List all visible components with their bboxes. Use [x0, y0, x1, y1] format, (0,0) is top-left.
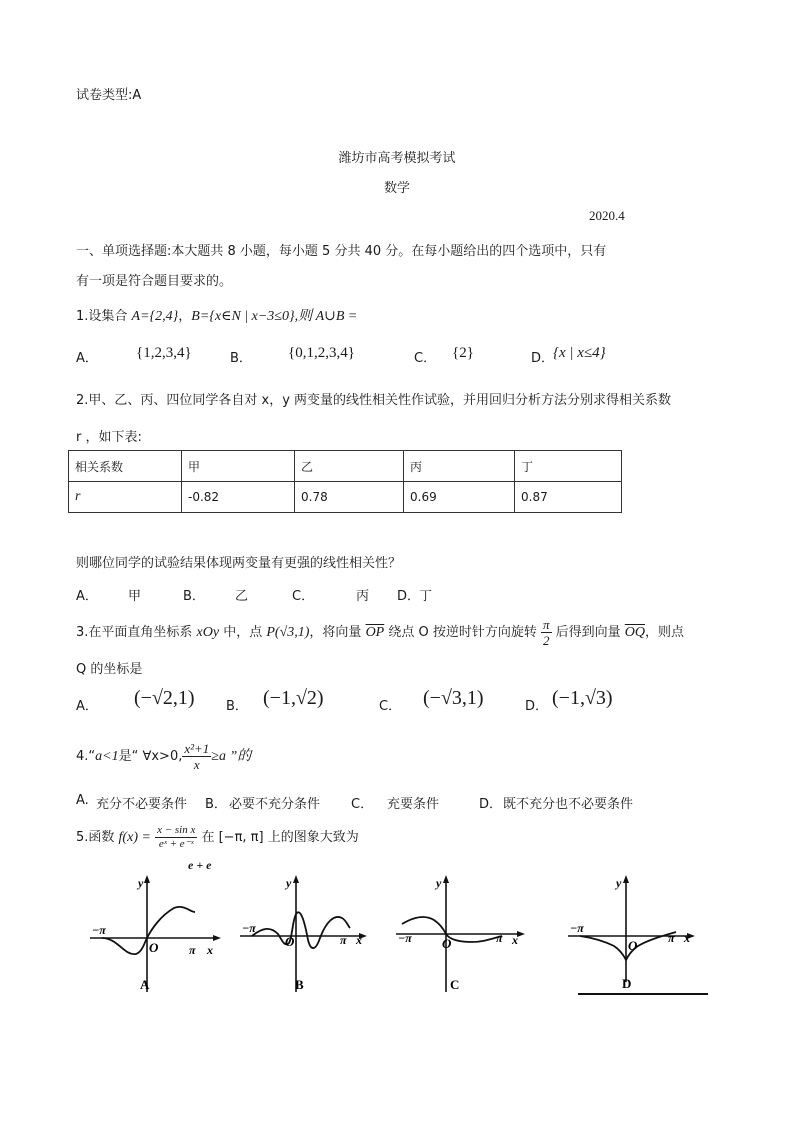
q1-option-c: {2} [452, 345, 474, 361]
fraction-x2-plus-1-over-x: $\frac{\text{x²+1}}{x}$ [184, 741, 210, 772]
svg-text:B: B [295, 977, 304, 992]
question-4-stem: 4.“a<1是“ ∀x>0, $\frac{\text{x²+1}}{x}$ ≥a ”的 [76, 741, 252, 772]
graph-b [238, 872, 378, 996]
graph-c-curve [402, 917, 502, 942]
q2-option-a-label: A． [76, 589, 98, 604]
svg-text:π: π [189, 943, 196, 957]
correlation-table [68, 450, 622, 513]
q3-option-b-label: B． [226, 699, 248, 714]
exam-title: 潍坊市高考模拟考试 [338, 151, 456, 166]
paper-type: 试卷类型:A [76, 88, 142, 103]
svg-text:O: O [442, 936, 452, 951]
table-header-cell: 乙 [295, 451, 404, 482]
q2-option-c-label: C． [292, 589, 315, 604]
function-fraction: $\frac{\text{x − sin x}}{\text{eˣ + e⁻ˣ}}$ [157, 824, 196, 850]
svg-text:y: y [616, 876, 622, 890]
table-header-cell: 相关系数 [69, 451, 182, 482]
rotation-angle: $\frac{\pi}{2}$ [543, 617, 550, 648]
q1-option-c-label: C． [414, 351, 437, 366]
svg-text:O: O [628, 938, 638, 953]
set-b: B={x∈N | x−3≤0} [191, 309, 295, 324]
exam-date: 2020.4 [589, 208, 625, 223]
q3-option-b: (−1,√2) [263, 687, 324, 709]
svg-text:−π: −π [398, 931, 412, 945]
svg-text:A: A [140, 977, 150, 992]
q1-option-a: {1,2,3,4} [136, 345, 192, 361]
q1-option-d-label: D． [531, 351, 555, 366]
table-row [69, 482, 622, 513]
graph-c [394, 872, 534, 996]
q2-option-a: 甲 [128, 589, 142, 604]
question-3-stem-cont: Q 的坐标是 [76, 662, 143, 677]
vector-oq: $\overline{OQ}$ [624, 625, 646, 640]
q1-option-a-label: A． [76, 351, 98, 366]
table-header-row [69, 451, 622, 482]
question-2-stem-cont: r ，如下表: [76, 430, 142, 445]
q1-option-d: {x | x≤4} [553, 345, 606, 361]
q2-option-c: 丙 [356, 589, 370, 604]
graph-d [566, 872, 714, 998]
graph-a [88, 872, 228, 996]
svg-text:−π: −π [92, 923, 106, 937]
svg-text:y: y [436, 876, 442, 890]
ghost-denominator: e + e [188, 858, 212, 872]
question-2-stem: 2.甲、乙、丙、四位同学各自对 x，y 两变量的线性相关性作试验，并用回归分析方法分别求得相关系数 [76, 393, 672, 408]
table-header-cell: 丙 [404, 451, 515, 482]
svg-text:x: x [512, 933, 518, 947]
svg-text:π: π [668, 931, 675, 945]
svg-text:π: π [340, 933, 347, 947]
q2-option-d: 丁 [419, 589, 433, 604]
vector-op: $\overline{OP}$ [365, 625, 385, 640]
svg-text:x: x [356, 933, 362, 947]
q2-option-b: 乙 [235, 589, 249, 604]
q3-option-d: (−1,√3) [552, 687, 613, 709]
section-heading: 一、单项选择题:本大题共 8 小题，每小题 5 分共 40 分。在每小题给出的四个选项中，只有 [76, 244, 607, 259]
svg-text:O: O [149, 940, 159, 955]
q3-option-a-label: A． [76, 699, 98, 714]
table-cell: 0.78 [295, 482, 404, 513]
q3-option-a: (−√2,1) [134, 687, 195, 709]
svg-text:C: C [450, 977, 460, 992]
svg-text:y: y [286, 876, 292, 890]
svg-text:−π: −π [570, 921, 584, 935]
q3-option-c: (−√3,1) [423, 687, 484, 709]
q4-option-b-label: B． [205, 797, 227, 812]
q3-option-c-label: C． [379, 699, 402, 714]
xoy-symbol: xOy [196, 625, 220, 640]
table-header-cell: 丁 [515, 451, 622, 482]
table-cell: 0.87 [515, 482, 622, 513]
svg-text:π: π [496, 931, 503, 945]
q4-option-b: 必要不充分条件 [229, 797, 321, 812]
q3-option-d-label: D． [525, 699, 549, 714]
q4-option-a-label: A. [76, 793, 89, 808]
svg-text:y: y [138, 876, 144, 890]
q4-option-a: 充分不必要条件 [96, 797, 188, 812]
exam-subject: 数学 [383, 181, 410, 196]
q4-option-d: 既不充分也不必要条件 [503, 797, 634, 812]
q4-option-c: 充要条件 [387, 797, 440, 812]
question-5-stem: 5.函数 f(x) = $\frac{\text{x − sin x}}{\text{eˣ + e⁻ˣ}}$ 在 [−π, π] 上的图象大致为 [76, 824, 359, 850]
q2-option-b-label: B． [183, 589, 205, 604]
question-3-stem: 3.在平面直角坐标系 xOy 中，点 P(√3,1)，将向量 $\overline{OP}$ 绕点 O 按逆时针方向旋转 $\frac{\pi}{2}$ 后得到向量 $\overline{OQ}$，则点 [76, 617, 685, 648]
q2-option-d-label: D． [397, 589, 421, 604]
svg-text:−π: −π [242, 921, 256, 935]
question-2-ask: 则哪位同学的试验结果体现两变量有更强的线性相关性？ [76, 556, 402, 571]
svg-text:O: O [285, 934, 295, 949]
svg-text:x: x [207, 943, 213, 957]
section-heading-cont: 有一项是符合题目要求的。 [76, 274, 233, 289]
svg-text:D: D [622, 976, 632, 991]
table-row-label: r [69, 482, 182, 513]
graph-b-curve [252, 912, 350, 948]
q4-option-c-label: C． [351, 797, 374, 812]
question-1-stem: 1.设集合 A={2,4}，B={x∈N | x−3≤0},则 A∪B = [76, 309, 358, 324]
svg-text:x: x [684, 931, 690, 945]
q1-option-b: {0,1,2,3,4} [288, 345, 355, 361]
set-a: A={2,4} [131, 309, 179, 324]
table-cell: -0.82 [182, 482, 295, 513]
table-header-cell: 甲 [182, 451, 295, 482]
table-cell: 0.69 [404, 482, 515, 513]
q4-option-d-label: D． [479, 797, 503, 812]
q1-option-b-label: B． [230, 351, 252, 366]
point-p: P(√3,1) [266, 625, 310, 640]
